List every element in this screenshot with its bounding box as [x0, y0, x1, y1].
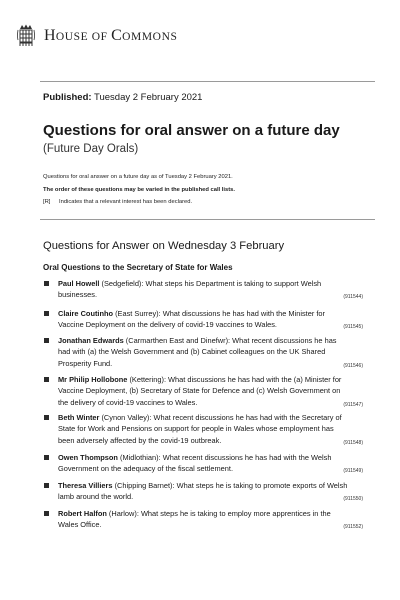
divider-top — [40, 81, 375, 82]
question-ref: (911549) — [343, 468, 363, 474]
question-text — [58, 335, 348, 369]
member-name: Claire Coutinho — [58, 309, 114, 318]
section-title: Questions for Answer on Wednesday 3 February — [43, 240, 285, 252]
question-ref: (911544) — [343, 294, 363, 300]
bullet-icon — [44, 415, 49, 420]
member-name: Beth Winter — [58, 413, 100, 422]
member-name: Robert Halfon — [58, 509, 107, 518]
bullet-icon — [44, 511, 49, 516]
portcullis-icon — [16, 24, 36, 48]
published-label: Published: — [43, 92, 92, 103]
r-text: Indicates that a relevant interest has been declared. — [59, 199, 193, 205]
bullet-icon — [44, 338, 49, 343]
bullet-icon — [44, 483, 49, 488]
subsection-title: Oral Questions to the Secretary of State for Wales — [43, 263, 233, 272]
bullet-icon — [44, 311, 49, 316]
published-line — [43, 92, 202, 103]
member-name: Paul Howell — [58, 279, 100, 288]
intro-line-3 — [43, 196, 235, 209]
question-ref: (911545) — [343, 324, 363, 330]
question-body: (Carmarthen East and Dinefwr): What recent discussions he has had with (a) the Welsh Government and (b) Cabinet colleagues on the UK Shared Prosperity Fund. — [58, 336, 337, 368]
question-body: (Kettering): What discussions he has had with the (a) Minister for Vaccine Deployment, (b) Secretary of State for Defence and (c) Welsh Government on the delivery of covid-19 vaccines to Wales. — [58, 375, 342, 407]
document-subtitle: (Future Day Orals) — [43, 143, 139, 155]
question-text — [58, 412, 348, 446]
member-name: Owen Thompson — [58, 453, 118, 462]
question-text — [58, 278, 348, 301]
question-text — [58, 308, 348, 331]
bullet-icon — [44, 281, 49, 286]
bullet-icon — [44, 455, 49, 460]
question-text — [58, 374, 348, 408]
question-body: (Sedgefield): What steps his Department is taking to support Welsh businesses. — [58, 279, 322, 300]
published-date: Tuesday 2 February 2021 — [94, 92, 203, 103]
masthead — [16, 16, 178, 56]
question-ref: (911550) — [343, 496, 363, 502]
house-of-commons-title: HOUSE OF COMMONS — [44, 27, 178, 44]
question-text — [58, 480, 348, 503]
question-body: (Harlow): What steps he is taking to employ more apprentices in the Wales Office. — [58, 509, 331, 530]
r-code: [R] — [43, 199, 51, 205]
member-name: Jonathan Edwards — [58, 336, 124, 345]
question-body: (East Surrey): What discussions he has had with the Minister for Vaccine Deployment on the delivery of covid-19 vaccines to Wales. — [58, 309, 325, 330]
member-name: Mr Philip Hollobone — [58, 375, 128, 384]
divider-middle — [40, 219, 375, 220]
bullet-icon — [44, 377, 49, 382]
question-body: (Midlothian): What recent discussions he has had with the Welsh Government on the adequacy of the fiscal settlement. — [58, 453, 332, 474]
intro-line-2: The order of these questions may be varied in the published call lists. — [43, 186, 235, 193]
intro-notes — [43, 171, 235, 209]
question-body: (Cynon Valley): What recent discussions he has had with the Secretary of State for Work and Pensions on support for people in Wales whose employment has been adversely affected by the covid-19 outbreak. — [58, 413, 342, 445]
question-text — [58, 508, 348, 531]
document-title: Questions for oral answer on a future day — [43, 122, 340, 139]
question-body: (Chipping Barnet): What steps he is taking to promote exports of Welsh lamb around the world. — [58, 481, 348, 502]
question-ref: (911546) — [343, 363, 363, 369]
question-ref: (911547) — [343, 402, 363, 408]
question-ref: (911548) — [343, 440, 363, 446]
intro-line-1: Questions for oral answer on a future day as of Tuesday 2 February 2021. — [43, 174, 233, 180]
question-text — [58, 452, 348, 475]
question-ref: (911552) — [343, 524, 363, 530]
member-name: Theresa Villiers — [58, 481, 113, 490]
